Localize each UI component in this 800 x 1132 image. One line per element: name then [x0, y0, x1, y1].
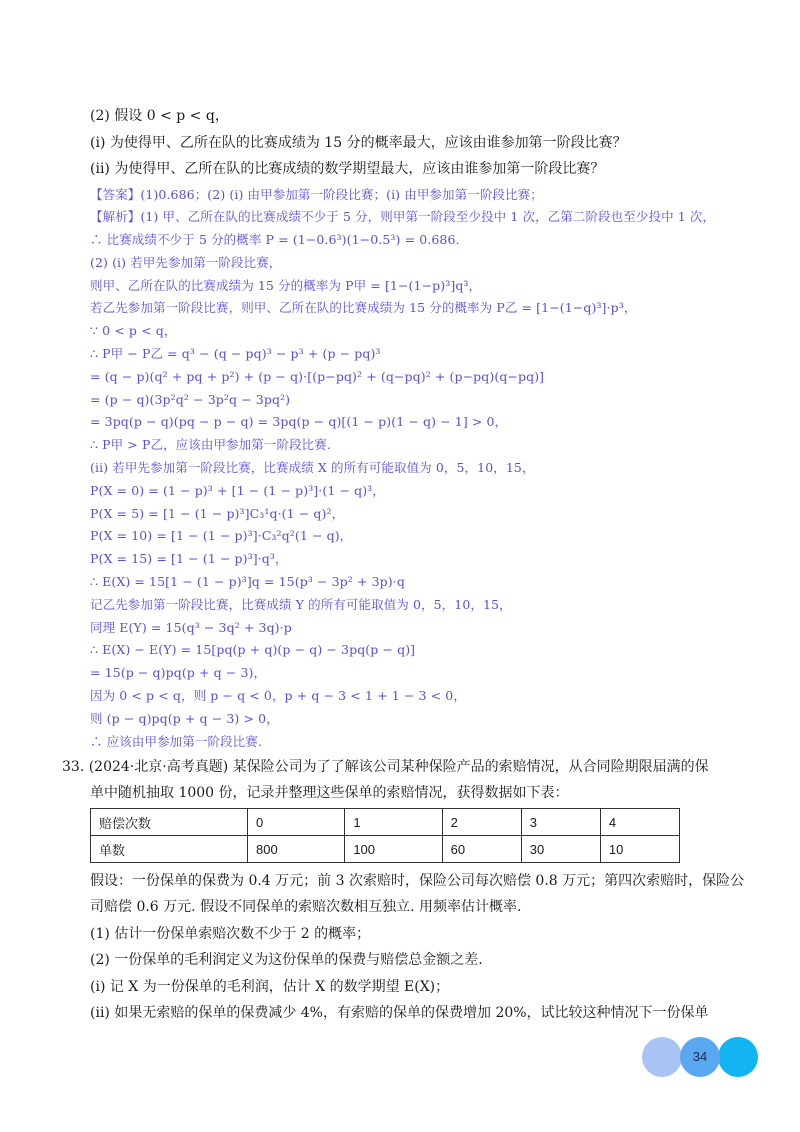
solution-line: (ii) 若甲先参加第一阶段比赛，比赛成绩 X 的所有可能取值为 0，5，10，15，: [90, 460, 535, 475]
solution-line: ∴ P甲 > P乙，应该由甲参加第一阶段比赛.: [90, 437, 331, 452]
table-cell: 2: [442, 809, 521, 836]
page-badge-circle-left: [642, 1037, 682, 1077]
question-part2-intro: (2) 假设 0 < p < q，: [90, 108, 229, 124]
solution-line: ∴ 应该由甲参加第一阶段比赛.: [90, 734, 262, 749]
table-row: [91, 836, 680, 863]
solution-line: ∴ 比赛成绩不少于 5 分的概率 P = (1−0.6³)(1−0.5³) = 0.686.: [90, 232, 460, 247]
solution-line: ∴ E(X) − E(Y) = 15[pq(p + q)(p − q) − 3pq(p − q)]: [90, 642, 416, 657]
problem33-text: (ii) 如果无索赔的保单的保费减少 4%，有索赔的保单的保费增加 20%，试比较这种情况下一份保单: [90, 1005, 709, 1021]
problem33-statement: 33. (2024·北京·高考真题) 某保险公司为了了解该公司某种保险产品的索赔情况，从合同险期限届满的保: [62, 759, 709, 775]
solution-line: ∵ 0 < p < q，: [90, 323, 177, 338]
question-sub-i: (i) 为使得甲、乙所在队的比赛成绩为 15 分的概率最大，应该由谁参加第一阶段比赛？: [90, 135, 627, 151]
solution-line: = 3pq(p − q)(pq − p − q) = 3pq(p − q)[(1 − p)(1 − q) − 1] > 0，: [90, 414, 508, 429]
table-cell: 10: [600, 836, 679, 863]
answer-line: 【答案】(1)0.686；(2) (i) 由甲参加第一阶段比赛；(i) 由甲参加第一阶段比赛；: [90, 187, 543, 202]
table-cell: 30: [521, 836, 600, 863]
question-sub-ii: (ii) 为使得甲、乙所在队的比赛成绩的数学期望最大，应该由谁参加第一阶段比赛？: [90, 161, 605, 177]
table-cell: 0: [248, 809, 345, 836]
solution-line: 记乙先参加第一阶段比赛，比赛成绩 Y 的所有可能取值为 0，5，10，15，: [90, 597, 512, 612]
solution-line: 同理 E(Y) = 15(q³ − 3q² + 3q)·p: [90, 620, 292, 635]
table-cell: 4: [600, 809, 679, 836]
problem33-text: 司赔偿 0.6 万元. 假设不同保单的索赔次数相互独立. 用频率估计概率.: [90, 899, 522, 915]
solution-line: 若乙先参加第一阶段比赛，则甲、乙所在队的比赛成绩为 15 分的概率为 P乙 = [1−(1−q)³]·p³，: [90, 300, 637, 315]
table-cell: 1: [345, 809, 442, 836]
solution-line: P(X = 5) = [1 − (1 − p)³]C₃¹q·(1 − q)²，: [90, 506, 345, 521]
claims-table: [90, 808, 680, 863]
analysis-line: 【解析】(1) 甲、乙所在队的比赛成绩不少于 5 分，则甲第一阶段至少投中 1 次，乙第二阶段也至少投中 1 次，: [90, 209, 716, 224]
solution-line: P(X = 10) = [1 − (1 − p)³]·C₃²q²(1 − q)，: [90, 528, 353, 543]
table-cell: 60: [442, 836, 521, 863]
solution-line: = (p − q)(3p²q² − 3p²q − 3pq²): [90, 392, 291, 407]
table-cell: 单数: [91, 836, 248, 863]
problem33-text: (i) 记 X 为一份保单的毛利润，估计 X 的数学期望 E(X)；: [90, 979, 450, 995]
page-number: 34: [692, 1049, 708, 1064]
solution-line: 则 (p − q)pq(p + q − 3) > 0，: [90, 711, 279, 726]
solution-line: 则甲、乙所在队的比赛成绩为 15 分的概率为 P甲 = [1−(1−p)³]q³，: [90, 278, 482, 293]
problem33-statement-cont: 单中随机抽取 1000 份，记录并整理这些保单的索赔情况，获得数据如下表：: [90, 785, 569, 801]
solution-line: P(X = 0) = (1 − p)³ + [1 − (1 − p)³]·(1 − q)³，: [90, 483, 385, 498]
page-badge-circle-right: [718, 1037, 758, 1077]
solution-line: ∴ P甲 − P乙 = q³ − (q − pq)³ − p³ + (p − pq)³: [90, 346, 381, 361]
table-cell: 100: [345, 836, 442, 863]
problem33-text: 假设：一份保单的保费为 0.4 万元；前 3 次索赔时，保险公司每次赔偿 0.8 万元；第四次索赔时，保险公: [90, 873, 745, 889]
solution-line: (2) (i) 若甲先参加第一阶段比赛，: [90, 255, 282, 270]
problem33-text: (2) 一份保单的毛利润定义为这份保单的保费与赔偿总金额之差.: [90, 952, 483, 968]
table-row: [91, 809, 680, 836]
table-cell: 3: [521, 809, 600, 836]
table-cell: 800: [248, 836, 345, 863]
solution-line: ∴ E(X) = 15[1 − (1 − p)³]q = 15(p³ − 3p² + 3p)·q: [90, 574, 405, 589]
table-cell: 赔偿次数: [91, 809, 248, 836]
solution-line: = 15(p − q)pq(p + q − 3)，: [90, 665, 267, 680]
problem33-text: (1) 估计一份保单索赔次数不少于 2 的概率；: [90, 926, 371, 942]
solution-line: 因为 0 < p < q，则 p − q < 0，p + q − 3 < 1 + 1 − 3 < 0，: [90, 688, 466, 703]
solution-line: P(X = 15) = [1 − (1 − p)³]·q³，: [90, 551, 288, 566]
solution-line: = (q − p)(q² + pq + p²) + (p − q)·[(p−pq)² + (q−pq)² + (p−pq)(q−pq)]: [90, 369, 545, 384]
